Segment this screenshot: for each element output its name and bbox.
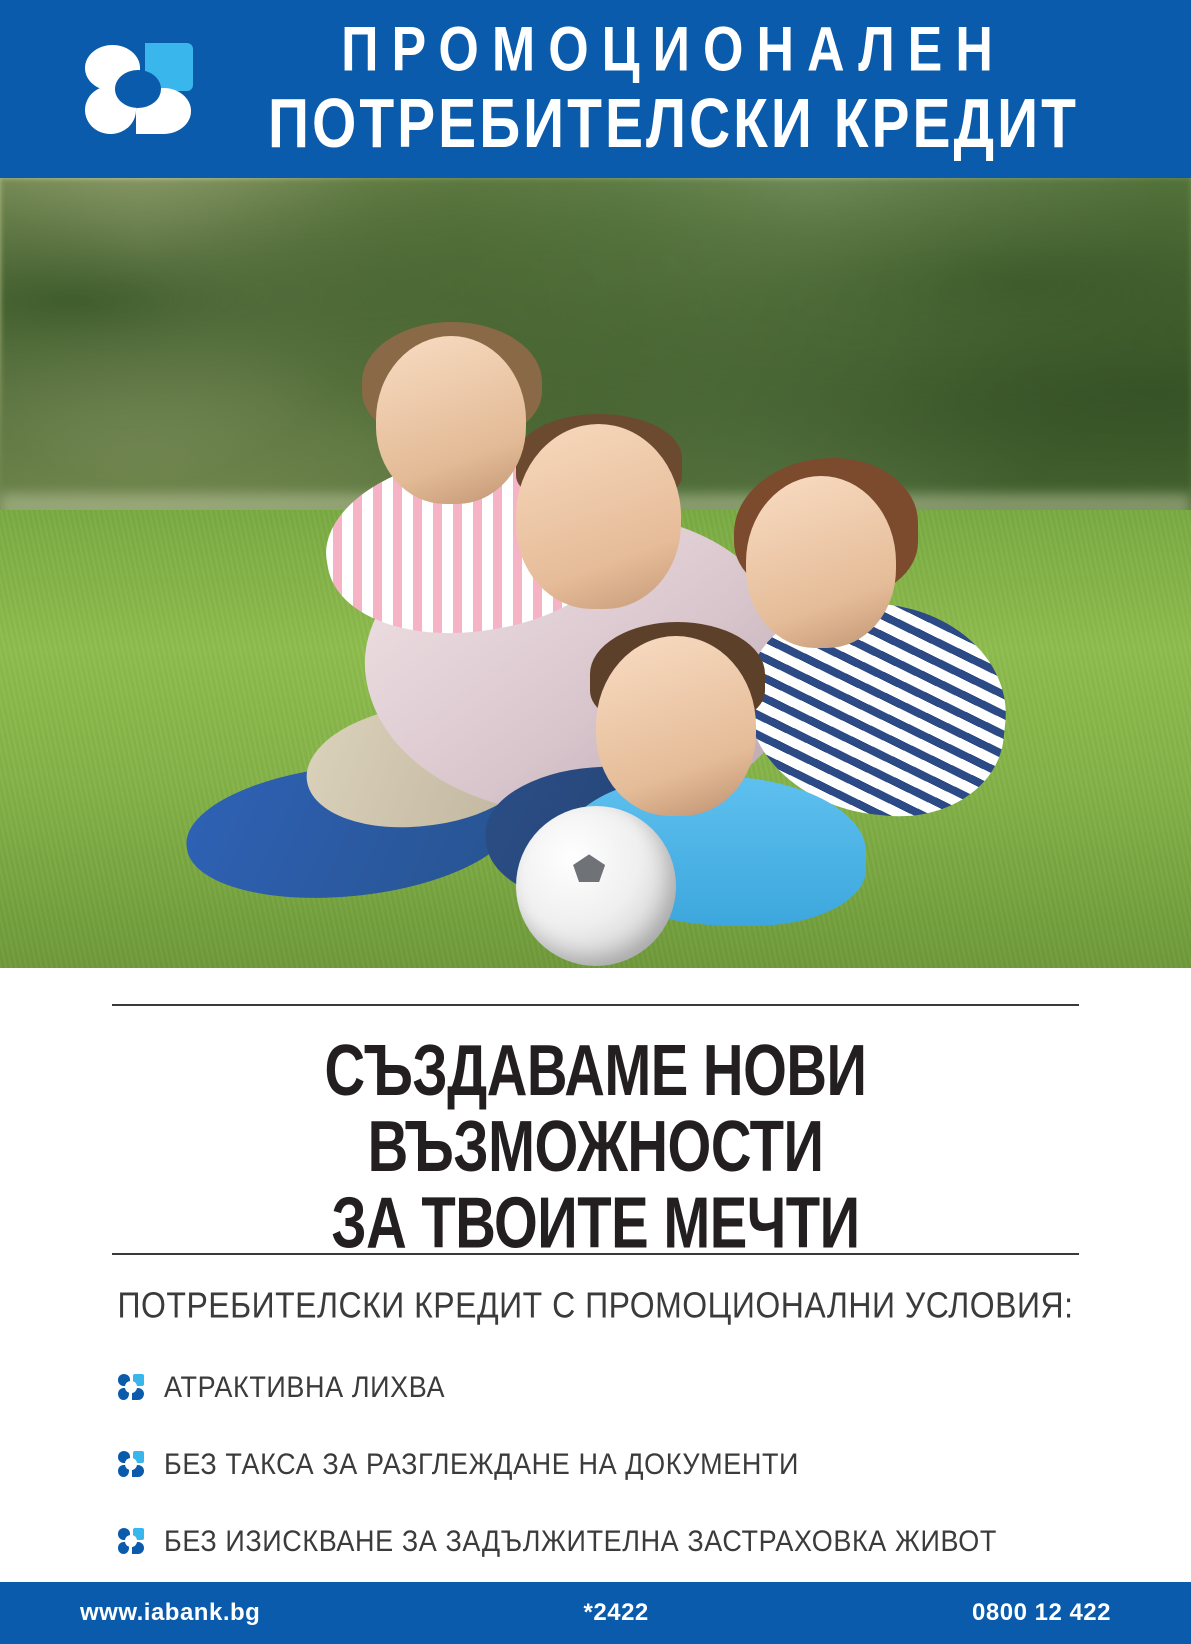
bank-logo-bullet-icon: [118, 1451, 144, 1477]
list-item: [118, 1372, 1079, 1403]
list-item: [118, 1526, 1079, 1557]
bank-logo-bullet-icon: [118, 1528, 144, 1554]
list-item-label: БЕЗ ИЗИСКВАНЕ ЗА ЗАДЪЛЖИТЕЛНА ЗАСТРАХОВКА ЖИВОТ: [164, 1524, 997, 1558]
bank-logo-bullet-icon: [118, 1374, 144, 1400]
poster-content: [0, 968, 1191, 1644]
page-title: [127, 1006, 1065, 1269]
figure-father-head: [516, 424, 681, 609]
headline-block: [112, 1004, 1079, 1264]
header-title: [216, 14, 1191, 164]
headline-line2: ЗА ТВОИТЕ МЕЧТИ: [331, 1181, 860, 1264]
header-title-line2: ПОТРЕБИТЕЛСКИ КРЕДИТ: [268, 85, 1079, 164]
header-title-line1: ПРОМОЦИОНАЛЕН: [341, 14, 1006, 86]
hero-photo: [0, 178, 1191, 968]
soccer-ball-icon: [516, 806, 676, 966]
figure-mother-head: [746, 476, 896, 648]
list-item-label: БЕЗ ТАКСА ЗА РАЗГЛЕЖДАНЕ НА ДОКУМЕНТИ: [164, 1447, 800, 1481]
footer-phone-number[interactable]: 0800 12 422: [972, 1599, 1111, 1626]
footer-website-link[interactable]: www.iabank.bg: [80, 1599, 261, 1626]
footer-short-number[interactable]: *2422: [583, 1599, 649, 1626]
subheadline: ПОТРЕБИТЕЛСКИ КРЕДИТ С ПРОМОЦИОНАЛНИ УСЛОВИЯ:: [117, 1284, 1074, 1325]
poster-header: [0, 0, 1191, 178]
poster-footer: [0, 1582, 1191, 1644]
bank-logo-icon: [78, 39, 198, 139]
figure-boy-head: [596, 636, 756, 816]
figure-girl-head: [376, 336, 526, 504]
list-item-label: АТРАКТИВНА ЛИХВА: [164, 1370, 446, 1404]
family-group: [186, 336, 1006, 936]
headline-line1: СЪЗДАВАМЕ НОВИ ВЪЗМОЖНОСТИ: [324, 1029, 867, 1188]
list-item: [118, 1449, 1079, 1480]
benefits-list: [112, 1372, 1079, 1557]
